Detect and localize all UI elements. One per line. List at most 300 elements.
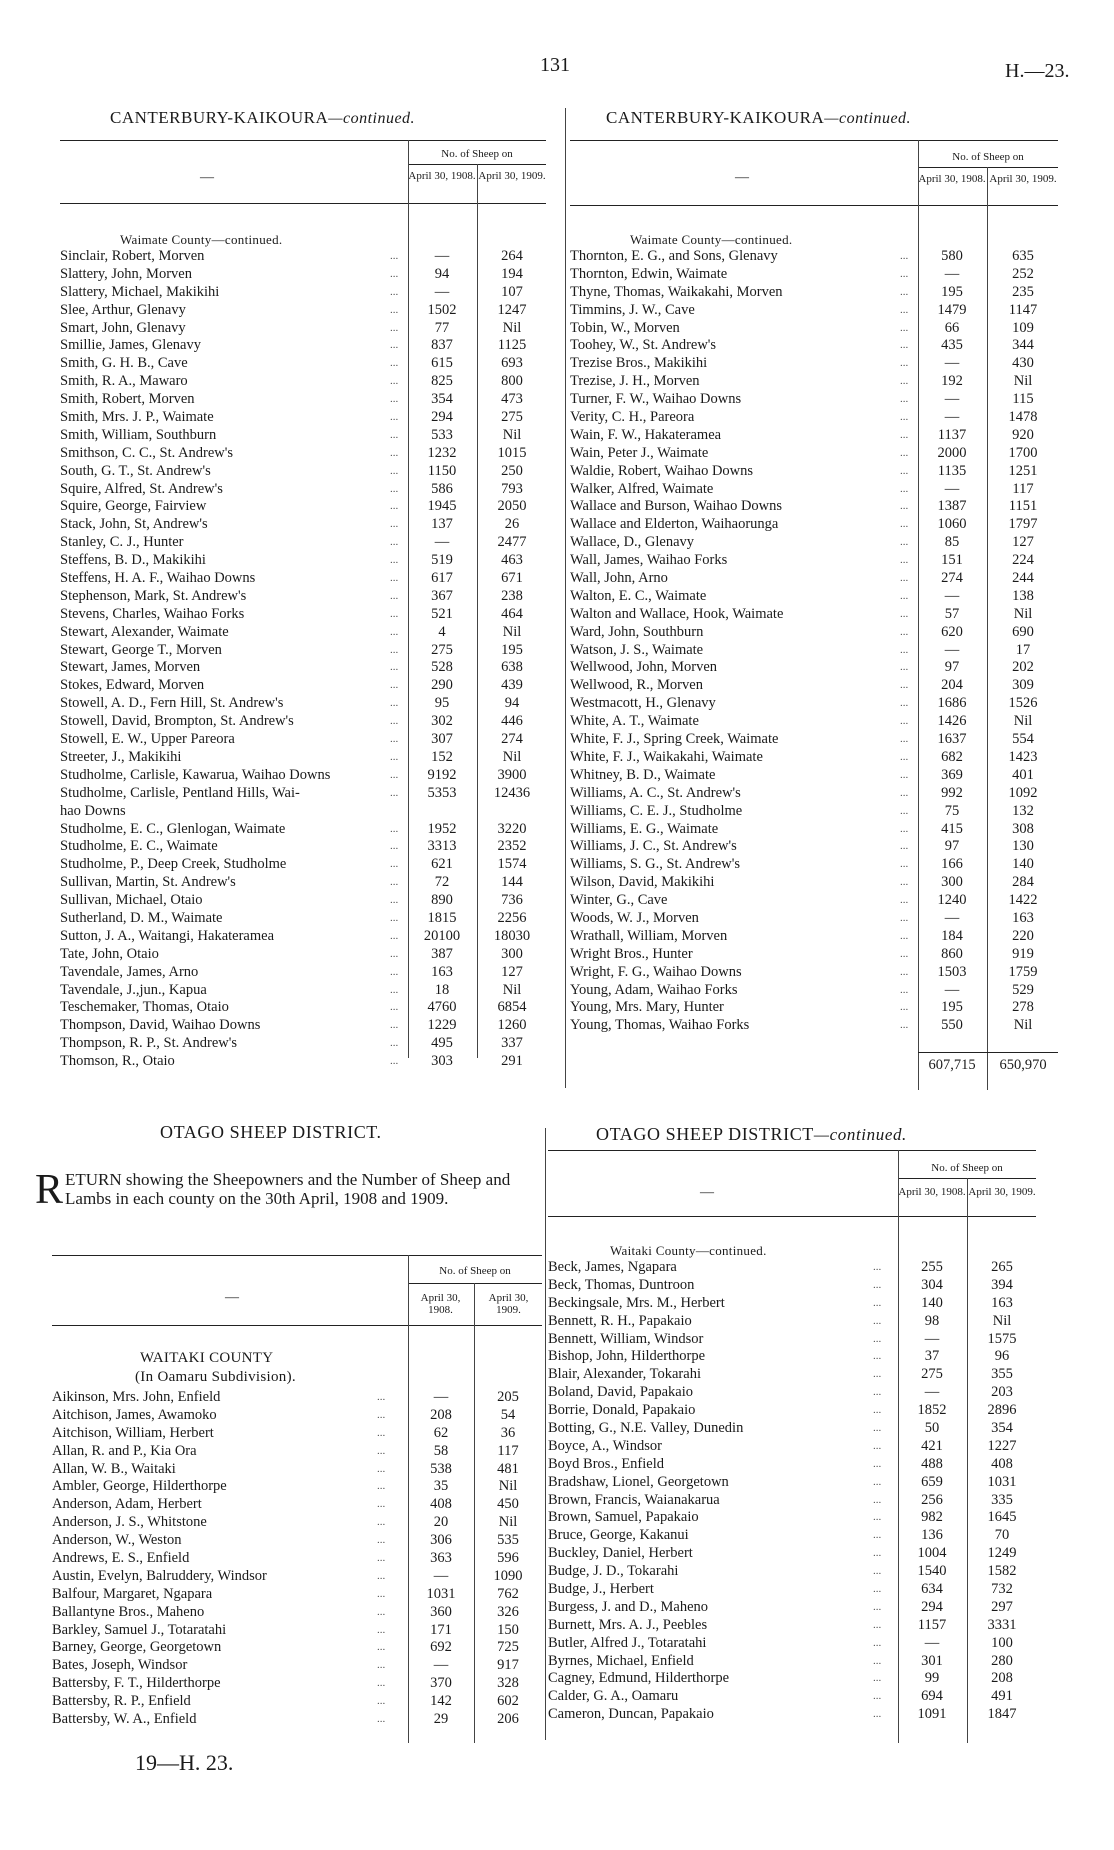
sheep-1909: 1092 [1008,784,1038,801]
sheep-1908: 94 [434,265,450,282]
sheep-1908: 37 [924,1348,940,1365]
sheep-1908: 620 [941,623,963,640]
sheep-1909: 344 [1012,337,1034,354]
sheep-1908: 58 [433,1442,449,1459]
table-row [60,337,550,355]
sheep-1909: 132 [1012,802,1034,819]
sheep-1909: 919 [1012,945,1034,962]
sheep-1908: 97 [944,659,960,676]
owner-name: Young, Mrs. Mary, Hunter [570,999,724,1016]
table-row [548,1277,1038,1295]
table-row [570,320,1060,338]
sheep-1909: 202 [1012,659,1034,676]
leader-dots: ... [390,750,399,763]
top-left-title-text: CANTERBURY-KAIKOURA [110,108,329,127]
sheep-1908: 20 [433,1514,449,1531]
owner-name: Wallace and Burson, Waihao Downs [570,498,783,515]
sheep-1908: 369 [941,766,963,783]
sheep-1908: 408 [430,1496,452,1513]
sheep-1909: 26 [504,516,520,533]
sheep-1908: 860 [941,945,963,962]
leader-dots: ... [377,1569,386,1582]
leader-dots: ... [390,965,399,978]
table-head-rule [60,203,546,204]
owner-name: Allan, W. B., Waitaki [52,1460,176,1477]
leader-dots: ... [377,1695,386,1708]
table-row [570,337,1060,355]
sheep-1909: 206 [497,1711,519,1728]
leader-dots: ... [900,786,909,799]
leader-dots: ... [873,1708,882,1721]
sheep-1909: 265 [991,1259,1013,1275]
sheep-1909: 1249 [987,1545,1017,1562]
table-row [570,731,1060,749]
sheep-1908: — [944,480,960,497]
owner-name: Westmacott, H., Glenavy [570,695,716,712]
leader-dots: ... [873,1511,882,1524]
leader-dots: ... [873,1296,882,1309]
owner-name: Smith, William, Southburn [60,426,217,443]
sheep-1908: — [433,1389,449,1405]
sheep-1908: 66 [944,319,960,336]
table-row [548,1259,1038,1277]
owner-name: Studholme, E. C., Waimate [60,838,218,855]
sheep-1908: — [434,534,450,551]
owner-name: Barkley, Samuel J., Totaratahi [52,1621,227,1638]
table-row [548,1474,1038,1492]
bottom-right-rows [548,1259,1038,1724]
owner-name: Ambler, George, Hilderthorpe [52,1478,227,1495]
table-row [60,373,550,391]
leader-dots: ... [390,786,399,799]
leader-dots: ... [377,1462,386,1475]
leader-dots: ... [390,607,399,620]
sheep-1909: 107 [501,283,523,300]
sheep-1908: 57 [944,605,960,622]
column-divider [565,108,566,1088]
sheep-1908: 97 [944,838,960,855]
sheep-1908: 20100 [423,927,461,944]
table-head-rule [52,1325,542,1326]
leader-dots: ... [390,840,399,853]
table-row [60,427,550,445]
table-row [60,606,550,624]
leader-dots: ... [900,250,909,262]
sheep-1909: Nil [502,623,522,640]
owner-name: Wain, Peter J., Waimate [570,444,709,461]
owner-name: Thyne, Thomas, Waikakahi, Morven [570,283,783,300]
col-heading-1908: April 30, 1908. [898,1186,966,1198]
sheep-1908: 1240 [937,892,967,909]
sheep-1908: 35 [433,1478,449,1495]
table-row [570,481,1060,499]
owner-name: Williams, C. E. J., Studholme [570,802,743,819]
sheep-1909: 671 [501,570,523,587]
sheep-1909: 1251 [1008,462,1038,479]
table-row [570,409,1060,427]
sheep-1909: 793 [501,480,523,497]
sheep-1909: 1227 [987,1437,1017,1454]
sheep-1909: 115 [1012,391,1034,408]
county-subheading: (In Oamaru Subdivision). [135,1369,296,1385]
table-row [570,516,1060,534]
sheep-1909: 6854 [497,999,527,1016]
leader-dots: ... [900,947,909,960]
owner-name: Timmins, J. W., Cave [570,301,695,318]
leader-dots: ... [873,1404,882,1417]
sheep-1909: 100 [991,1634,1013,1651]
sheep-1908: 692 [430,1639,452,1656]
owner-name: Boyd Bros., Enfield [548,1455,664,1472]
leader-dots: ... [900,715,909,728]
sheep-1909: 1478 [1008,409,1038,426]
sheep-1908: — [433,1657,449,1674]
owner-name: Budge, J. D., Tokarahi [548,1563,679,1580]
sheep-1908: 519 [431,552,453,569]
leader-dots: ... [873,1368,882,1381]
sheep-1909: 208 [991,1670,1013,1687]
table-row [570,606,1060,624]
sheep-1908: 1091 [917,1706,947,1723]
col-group-heading: No. of Sheep on [441,148,513,160]
leader-dots: ... [377,1659,386,1672]
leader-dots: ... [377,1605,386,1618]
table-row [60,910,550,928]
table-row [548,1688,1038,1706]
sheep-1908: 682 [941,748,963,765]
top-right-title-text: CANTERBURY-KAIKOURA [606,108,825,127]
owner-name: Brown, Samuel, Papakaio [548,1509,699,1526]
leader-dots: ... [390,428,399,441]
leader-dots: ... [390,733,399,746]
sheep-1908: 495 [431,1035,453,1052]
col-heading-1909: April 30, 1909. [989,173,1057,185]
leader-dots: ... [900,965,909,978]
total-1909: 650,970 [999,1057,1047,1073]
owner-name: Whitney, B. D., Waimate [570,766,716,783]
sheep-1909: 401 [1012,766,1034,783]
table-row [570,695,1060,713]
leader-dots: ... [377,1480,386,1493]
leader-dots: ... [873,1314,882,1327]
leader-dots: ... [873,1690,882,1703]
owner-name: South, G. T., St. Andrew's [60,462,211,479]
sheep-1908: 528 [431,659,453,676]
col-group-heading: No. of Sheep on [952,151,1024,163]
sheep-1908: 354 [431,391,453,408]
table-row [60,874,550,892]
table-row [60,498,550,516]
owner-name: Boland, David, Papakaio [548,1384,693,1401]
leader-dots: ... [390,518,399,531]
owner-name: Williams, A. C., St. Andrew's [570,784,741,801]
owner-name: Trezise Bros., Makikihi [570,355,708,372]
leader-dots: ... [377,1516,386,1529]
sheep-1909: 117 [1012,480,1034,497]
owner-name: Stanley, C. J., Hunter [60,534,184,551]
sheep-1909: 195 [501,641,523,658]
leader-dots: ... [900,339,909,352]
sheep-1909: 732 [991,1581,1013,1598]
owner-name: Battersby, R. P., Enfield [52,1693,191,1710]
sheep-1909: 2256 [497,909,527,926]
sheep-1909: 275 [501,409,523,426]
owner-name: Sutherland, D. M., Waimate [60,909,223,926]
sheep-1909: Nil [1013,713,1033,730]
owner-name: Squire, George, Fairview [60,498,207,515]
sheep-1909: 150 [497,1621,519,1638]
sheep-1908: — [924,1634,940,1651]
leader-dots: ... [873,1278,882,1291]
leader-dots: ... [873,1475,882,1488]
owner-name: Burnett, Mrs. A. J., Peebles [548,1616,708,1633]
table-row [548,1420,1038,1438]
sheep-1908: 370 [430,1675,452,1692]
sheep-1909: 308 [1012,820,1034,837]
owner-name: Studholme, Carlisle, Pentland Hills, Wai- [60,784,300,801]
leader-dots: ... [900,500,909,513]
owner-name: Stowell, A. D., Fern Hill, St. Andrew's [60,695,284,712]
sheep-1909: 693 [501,355,523,372]
district-title-suffix: —continued. [813,1125,907,1144]
sheep-1908: 166 [941,856,963,873]
table-row [570,856,1060,874]
sheep-1908: 77 [434,319,450,336]
table-row [570,266,1060,284]
leader-dots: ... [390,250,399,262]
table-row [570,838,1060,856]
leader-dots: ... [390,822,399,835]
sheep-1909: 17 [1015,641,1031,658]
sheep-1909: 1847 [987,1706,1017,1723]
owner-name: Burgess, J. and D., Maheno [548,1598,709,1615]
sheep-1909: 127 [501,963,523,980]
sheep-1909: Nil [502,748,522,765]
owner-name: Toohey, W., St. Andrew's [570,337,717,354]
sheep-1908: 208 [430,1406,452,1423]
sheep-1909: 2050 [497,498,527,515]
leader-dots: ... [390,1001,399,1014]
table-top-rule [570,140,1058,141]
sheep-1909: 36 [500,1424,516,1441]
table-row [548,1670,1038,1688]
leader-dots: ... [873,1547,882,1560]
leader-dots: ... [900,1019,909,1032]
owner-name: Bradshaw, Lionel, Georgetown [548,1473,729,1490]
owner-name: Wrathall, William, Morven [570,927,728,944]
leader-dots: ... [900,929,909,942]
leader-dots: ... [377,1426,386,1439]
owner-name: Allan, R. and P., Kia Ora [52,1442,197,1459]
sheep-1909: 800 [501,373,523,390]
table-row [548,1295,1038,1313]
owner-name: Wain, F. W., Hakateramea [570,426,722,443]
table-head-rule [548,1216,1036,1217]
table-row [60,266,550,284]
table-row [570,964,1060,982]
page-number: 131 [540,54,570,76]
sheep-1909: 194 [501,265,523,282]
sheep-1908: 307 [431,731,453,748]
sheep-1908: 659 [921,1473,943,1490]
sheep-1909: 18030 [493,927,531,944]
owner-name: Wallace, D., Glenavy [570,534,695,551]
sheep-1908: 9192 [427,766,457,783]
table-row [570,642,1060,660]
owner-name: White, F. J., Spring Creek, Waimate [570,731,779,748]
col-group-rule [408,1283,542,1284]
leader-dots: ... [390,589,399,602]
sheep-1908: 617 [431,570,453,587]
owner-name: Thompson, R. P., St. Andrew's [60,1035,238,1052]
owner-name: Tavendale, J.,jun., Kapua [60,981,207,998]
sheep-1909: 328 [497,1675,519,1692]
leader-dots: ... [390,357,399,370]
table-row [570,874,1060,892]
sheep-1908: 302 [431,713,453,730]
leader-dots: ... [900,607,909,620]
sheep-1909: 1645 [987,1509,1017,1526]
sheep-1908: 521 [431,605,453,622]
sheep-1909: 203 [991,1384,1013,1401]
sheep-1908: 85 [944,534,960,551]
sheep-1908: 1815 [427,909,457,926]
leader-dots: ... [377,1552,386,1565]
leader-dots: ... [900,822,909,835]
owner-name: Thomson, R., Otaio [60,1053,175,1070]
table-row [52,1389,542,1407]
sheep-1909: 1423 [1008,748,1038,765]
leader-dots: ... [390,393,399,406]
sheep-1908: 294 [921,1598,943,1615]
leader-dots: ... [390,894,399,907]
sheep-1909: 280 [991,1652,1013,1669]
sheep-1908: 304 [921,1276,943,1293]
sheep-1908: 621 [431,856,453,873]
table-row [60,713,550,731]
owner-name: Walker, Alfred, Waimate [570,480,714,497]
owner-name: Young, Adam, Waihao Forks [570,981,738,998]
owner-name: Byrnes, Michael, Enfield [548,1652,694,1669]
table-row [52,1514,542,1532]
top-left-title [110,108,415,128]
sheep-1909: 464 [501,605,523,622]
sheep-1909: 690 [1012,623,1034,640]
table-row [60,982,550,1000]
table-row [548,1492,1038,1510]
sheep-1909: 408 [991,1455,1013,1472]
table-row [570,463,1060,481]
leader-dots: ... [873,1422,882,1435]
total-1908: 607,715 [928,1057,976,1073]
sheep-1908: 1540 [917,1563,947,1580]
owner-name: Stowell, E. W., Upper Pareora [60,731,235,748]
table-row [548,1527,1038,1545]
owner-name: Battersby, F. T., Hilderthorpe [52,1675,221,1692]
sheep-1909: 1582 [987,1563,1017,1580]
owner-name: Bennett, William, Windsor [548,1330,704,1347]
table-row [570,624,1060,642]
leader-dots: ... [900,911,909,924]
table-row [60,1053,550,1071]
sheep-1909: 220 [1012,927,1034,944]
table-row [52,1478,542,1496]
table-row [548,1366,1038,1384]
owner-name: Stewart, George T., Morven [60,641,222,658]
owner-name: Verity, C. H., Pareora [570,409,695,426]
table-row [548,1348,1038,1366]
table-row [60,856,550,874]
district-title: OTAGO SHEEP DISTRICT. [160,1122,382,1142]
sheep-1908: 152 [431,748,453,765]
sheep-1908: 694 [921,1688,943,1705]
owner-name: Botting, G., N.E. Valley, Dunedin [548,1420,744,1437]
table-row [570,427,1060,445]
sheep-1909: 138 [1012,587,1034,604]
stub-dash: — [225,1290,239,1305]
table-row [52,1461,542,1479]
col-heading-1908: April 30, 1908. [420,1292,461,1316]
owner-name: Sinclair, Robert, Morven [60,248,205,264]
owner-name: Battersby, W. A., Enfield [52,1711,197,1728]
owner-name: Wright Bros., Hunter [570,945,693,962]
sheep-1908: 580 [941,248,963,264]
table-row [52,1693,542,1711]
table-row [570,1017,1060,1035]
table-row [548,1331,1038,1349]
table-row [548,1438,1038,1456]
owner-name: Aitchison, James, Awamoko [52,1406,217,1423]
sheep-1909: 491 [991,1688,1013,1705]
table-row [548,1456,1038,1474]
owner-name: Sullivan, Martin, St. Andrew's [60,874,236,891]
sheep-1908: 50 [924,1420,940,1437]
sheep-1908: 982 [921,1509,943,1526]
col-heading-1909: April 30, 1909. [968,1186,1036,1198]
sheep-1909: 297 [991,1598,1013,1615]
owner-name: Walton and Wallace, Hook, Waimate [570,605,784,622]
table-row [60,928,550,946]
table-row [60,803,550,821]
table-row [60,1035,550,1053]
sheep-1908: 3313 [427,838,457,855]
sheep-1909: 300 [501,945,523,962]
owner-name: Slee, Arthur, Glenavy [60,301,186,318]
sheep-1908: 95 [434,695,450,712]
sheep-1908: — [924,1330,940,1347]
leader-dots: ... [390,375,399,388]
owner-name: Turner, F. W., Waihao Downs [570,391,742,408]
owner-name: Austin, Evelyn, Balruddery, Windsor [52,1567,267,1584]
owner-name: Wellwood, R., Morven [570,677,703,694]
table-row [570,821,1060,839]
owner-name: Smart, John, Glenavy [60,319,186,336]
sheep-1908: 4760 [427,999,457,1016]
table-row [60,534,550,552]
sheep-1908: — [434,248,450,264]
table-row [548,1706,1038,1724]
leader-dots: ... [900,858,909,871]
sheep-1908: 303 [431,1053,453,1070]
table-row [60,1017,550,1035]
sheep-1909: 481 [497,1460,519,1477]
sheep-1908: 75 [944,802,960,819]
sheep-1909: Nil [1013,373,1033,390]
table-row [52,1496,542,1514]
leader-dots: ... [900,1001,909,1014]
owner-name: Stowell, David, Brompton, St. Andrew's [60,713,294,730]
sheep-1909: 205 [497,1389,519,1405]
